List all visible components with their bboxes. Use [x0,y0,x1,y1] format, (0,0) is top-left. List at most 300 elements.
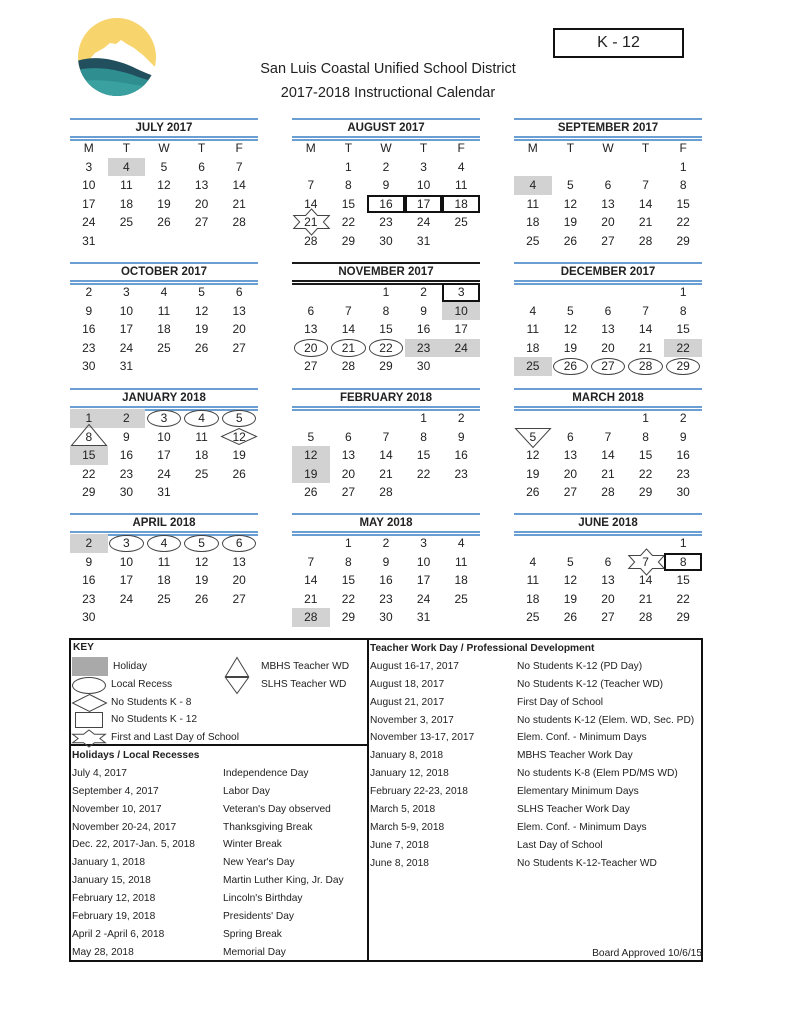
date-cell [367,590,405,609]
date-cell [145,483,183,502]
date-cell [145,176,183,195]
week-row [70,195,258,214]
date-number: 5 [160,159,168,174]
date-cell [183,465,221,484]
date-cell [183,195,221,214]
date-cell-holiday [442,302,480,321]
district-logo [77,17,157,97]
date-cell [664,195,702,214]
date-cell [627,483,665,502]
date-number: 7 [235,159,243,174]
list-row [72,926,364,944]
list-row [370,783,700,801]
date-number: 8 [642,429,649,444]
date-cell [330,302,368,321]
weekday-label: T [122,141,131,155]
date-number: 29 [638,485,653,500]
rectangle-icon [75,712,103,728]
month-title: NOVEMBER 2017 [338,266,434,278]
date-cell [330,465,368,484]
date-number: 8 [679,178,687,193]
date-number: 26 [563,610,578,625]
date-number: 27 [563,485,578,500]
month-double-rule [514,280,702,282]
date-cell [514,195,552,214]
date-cell [514,608,552,627]
date-number: 11 [454,178,468,193]
event-description: No students K-12 (Elem. WD, Sec. PD) [517,714,695,726]
date-number: 24 [119,340,134,355]
holiday-date: November 10, 2017 [72,803,162,815]
event-description: SLHS Teacher Work Day [517,804,630,816]
date-number: 9 [382,178,390,193]
date-number: 14 [341,322,356,337]
month-title: FEBRUARY 2018 [339,392,433,404]
date-number: 1 [679,285,687,299]
date-cell-holiday [108,158,146,177]
date-cell [552,608,590,627]
date-cell-holiday [292,608,330,627]
date-number: 19 [563,340,578,355]
date-number: 19 [563,215,578,230]
month-title: MAY 2018 [359,517,413,529]
triangle-up-icon [225,657,249,677]
date-cell [145,320,183,339]
week-row [514,213,702,232]
date-cell [627,232,665,251]
date-number: 25 [454,215,468,230]
date-cell [145,571,183,590]
date-cell [108,357,146,376]
date-number: 31 [416,234,431,248]
date-cell [330,357,368,376]
date-cell [589,571,627,590]
date-number: 26 [232,466,246,481]
date-cell [330,608,368,627]
date-cell [664,283,702,302]
month-double-rule [70,280,258,282]
date-cell [367,339,405,358]
month-title: JUNE 2018 [578,517,638,529]
date-cell [220,409,258,428]
date-cell [70,428,108,447]
date-cell [367,302,405,321]
date-number: 9 [85,554,93,569]
date-cell [220,302,258,321]
key-section [69,638,367,744]
month-may-2018 [292,513,480,638]
date-number: 17 [416,573,431,588]
date-number: 23 [676,466,690,481]
date-number: 13 [232,554,246,569]
date-number: 18 [157,322,171,337]
weekday-label: W [380,141,392,155]
date-number: 24 [416,215,431,230]
holiday-date: November 20-24, 2017 [72,821,177,833]
date-number: 18 [194,448,209,463]
week-row [514,320,702,339]
date-number: 18 [526,591,540,606]
teacher-days-title: Teacher Work Day / Professional Development [370,643,595,654]
weekday-header-row [292,139,480,158]
week-row [514,232,702,251]
holiday-date: Dec. 22, 2017-Jan. 5, 2018 [72,839,195,851]
holiday-date: February 19, 2018 [72,911,156,923]
date-cell [183,590,221,609]
date-number: 25 [526,234,540,248]
list-row [72,819,364,837]
date-number: 22 [676,340,690,355]
date-cell [108,553,146,572]
weekday-label: T [197,141,206,155]
date-cell [405,158,443,177]
date-number: 21 [304,215,318,230]
date-number: 23 [379,591,393,606]
week-row [70,483,258,502]
date-cell [514,232,552,251]
holiday-name: Martin Luther King, Jr. Day [223,875,344,887]
date-cell [627,465,665,484]
date-cell [664,357,702,376]
date-number: 21 [304,591,318,606]
date-cell [367,232,405,251]
holidays-title: Holidays / Local Recesses [72,750,200,761]
week-row [70,446,258,465]
month-double-rule [292,136,480,138]
date-cell [514,571,552,590]
date-cell [405,357,443,376]
week-row [70,553,258,572]
weekday-label: F [235,141,243,155]
week-row [70,302,258,321]
date-number: 21 [379,466,393,481]
date-cell [108,465,146,484]
date-number: 22 [676,591,690,606]
date-number: 16 [676,448,690,463]
date-number: 23 [379,215,393,230]
date-cell-holiday [514,357,552,376]
date-number: 26 [563,359,578,374]
weekday-label: T [641,141,650,155]
date-number: 13 [601,573,615,588]
date-cell [292,302,330,321]
date-cell [442,571,480,590]
date-cell [367,553,405,572]
week-row [292,213,480,232]
week-row [514,571,702,590]
date-number: 6 [604,554,612,569]
event-description: Elem. Conf. - Minimum Days [517,821,647,833]
date-cell [367,571,405,590]
date-number: 19 [194,322,209,337]
date-number: 2 [382,536,390,550]
event-date: August 18, 2017 [370,678,445,690]
date-cell [664,483,702,502]
list-row [370,729,700,747]
holiday-name: Lincoln's Birthday [223,893,303,905]
month-title: JULY 2017 [135,122,193,134]
date-cell [664,158,702,177]
date-cell [183,158,221,177]
date-number: 16 [119,448,134,463]
date-number: 9 [382,554,390,569]
date-cell [330,590,368,609]
date-number: 20 [194,196,209,211]
date-cell [220,446,258,465]
grade-range-badge: K - 12 [553,28,684,58]
date-number: 1 [345,536,352,550]
date-number: 7 [604,429,612,444]
date-number: 8 [679,554,687,569]
date-cell [330,320,368,339]
date-cell [664,590,702,609]
legend-divider-vertical [367,638,369,962]
date-number: 28 [638,234,653,248]
holiday-name: Winter Break [223,839,282,851]
date-number: 2 [457,411,465,425]
month-title: SEPTEMBER 2017 [557,122,659,134]
weekday-label: F [457,141,465,155]
month-june-2018 [514,513,702,638]
date-cell [220,320,258,339]
date-number: 22 [379,340,393,355]
date-cell [330,446,368,465]
date-cell [627,608,665,627]
date-cell [627,176,665,195]
date-number: 9 [123,429,130,444]
date-cell [70,553,108,572]
date-number: 17 [416,196,431,211]
holidays-list [72,747,364,962]
date-number: 11 [526,573,540,588]
date-cell [220,283,258,302]
date-cell [405,590,443,609]
star-icon [72,730,106,747]
holiday-date: January 1, 2018 [72,857,146,869]
date-cell-holiday [292,465,330,484]
holiday-name: Spring Break [223,928,282,940]
date-cell [442,446,480,465]
date-number: 13 [304,322,318,337]
week-row [292,320,480,339]
date-cell [330,195,368,214]
date-cell [108,195,146,214]
date-number: 7 [642,178,649,193]
date-cell-holiday [292,446,330,465]
date-number: 24 [416,591,431,606]
date-cell [70,320,108,339]
date-cell [145,158,183,177]
date-cell [145,428,183,447]
date-cell [367,213,405,232]
date-number: 19 [526,466,540,481]
date-number: 13 [601,322,615,337]
date-number: 13 [563,448,578,463]
date-cell-holiday [70,534,108,553]
holiday-name: Thanksgiving Break [223,821,313,833]
date-cell [664,446,702,465]
week-row [292,339,480,358]
event-description: Last Day of School [517,839,603,851]
date-cell [589,232,627,251]
date-cell [108,428,146,447]
calendar-title: 2017-2018 Instructional Calendar [280,85,496,101]
date-number: 1 [679,536,687,550]
date-cell [145,339,183,358]
date-cell [405,571,443,590]
date-cell [367,608,405,627]
holiday-date: February 12, 2018 [72,893,156,905]
date-number: 19 [304,466,318,481]
date-number: 26 [304,485,318,500]
week-row [70,320,258,339]
date-cell [145,534,183,553]
date-number: 19 [194,573,209,588]
date-cell [145,446,183,465]
date-number: 30 [676,485,690,500]
date-number: 11 [526,322,540,337]
date-number: 25 [526,610,540,625]
event-description: No students K-8 (Elem PD/MS WD) [517,768,678,780]
date-number: 9 [85,303,93,318]
month-july-2017 [70,118,258,248]
date-number: 12 [194,554,209,569]
date-cell [108,283,146,302]
date-number: 25 [157,340,171,355]
date-number: 22 [638,466,653,481]
date-cell [405,232,443,251]
date-number: 14 [638,322,653,337]
week-row [70,590,258,609]
date-number: 24 [82,215,96,230]
week-row [70,232,258,251]
week-row [292,302,480,321]
date-cell [514,213,552,232]
date-number: 16 [416,322,431,337]
date-number: 1 [679,159,687,174]
date-number: 13 [194,178,209,193]
date-cell [367,428,405,447]
date-number: 10 [119,303,134,318]
date-cell [405,428,443,447]
week-row [514,608,702,627]
date-number: 15 [416,448,431,463]
date-number: 25 [454,591,468,606]
date-number: 10 [416,554,431,569]
date-number: 4 [198,411,205,425]
date-cell [292,320,330,339]
list-row [72,765,364,783]
date-cell [664,428,702,447]
weekday-label: T [566,141,575,155]
date-cell [514,320,552,339]
month-september-2017 [514,118,702,248]
date-cell [552,483,590,502]
date-number: 12 [563,322,578,337]
date-cell [330,553,368,572]
date-number: 29 [82,485,96,500]
month-april-2018 [70,513,258,638]
month-january-2018 [70,388,258,513]
date-number: 1 [642,411,649,425]
holiday-date: January 15, 2018 [72,875,151,887]
date-cell [70,283,108,302]
date-cell [627,553,665,572]
week-row [292,483,480,502]
date-number: 12 [563,573,578,588]
list-row [370,712,700,730]
date-number: 3 [85,159,93,174]
date-cell [514,339,552,358]
date-cell [627,302,665,321]
date-number: 20 [232,322,246,337]
month-double-rule [514,406,702,408]
date-cell [145,302,183,321]
date-number: 28 [638,610,653,625]
date-number: 8 [382,303,390,318]
date-number: 31 [119,359,134,374]
date-number: 7 [307,554,315,569]
date-cell [183,571,221,590]
date-cell [664,465,702,484]
date-number: 6 [307,303,315,318]
date-number: 20 [563,466,578,481]
date-number: 28 [232,215,246,230]
date-cell [220,590,258,609]
date-cell [367,283,405,302]
date-number: 5 [235,411,243,425]
date-cell [664,320,702,339]
date-cell [405,302,443,321]
date-cell [552,446,590,465]
date-cell [70,571,108,590]
date-number: 7 [642,554,649,569]
date-cell [367,465,405,484]
date-cell [552,339,590,358]
date-number: 30 [119,485,134,500]
date-number: 30 [416,359,431,374]
date-cell [405,409,443,428]
event-date: August 21, 2017 [370,696,445,708]
date-cell [442,195,480,214]
date-cell [108,446,146,465]
date-number: 1 [420,411,427,425]
date-cell [70,195,108,214]
date-number: 11 [157,554,171,569]
date-cell [108,176,146,195]
date-cell [514,302,552,321]
event-date: March 5, 2018 [370,804,436,816]
date-cell [405,176,443,195]
date-number: 23 [416,340,431,355]
date-cell [627,428,665,447]
date-number: 4 [529,303,537,318]
date-number: 2 [382,159,390,174]
date-cell [627,320,665,339]
date-cell [664,409,702,428]
date-number: 27 [601,359,615,374]
date-cell [145,213,183,232]
date-number: 27 [232,591,246,606]
date-number: 24 [157,466,171,481]
date-number: 6 [198,159,205,174]
holiday-name: Labor Day [223,785,271,797]
date-number: 12 [157,178,171,193]
date-number: 29 [341,234,356,248]
date-number: 11 [120,178,133,193]
date-cell [664,608,702,627]
date-number: 8 [85,429,93,444]
